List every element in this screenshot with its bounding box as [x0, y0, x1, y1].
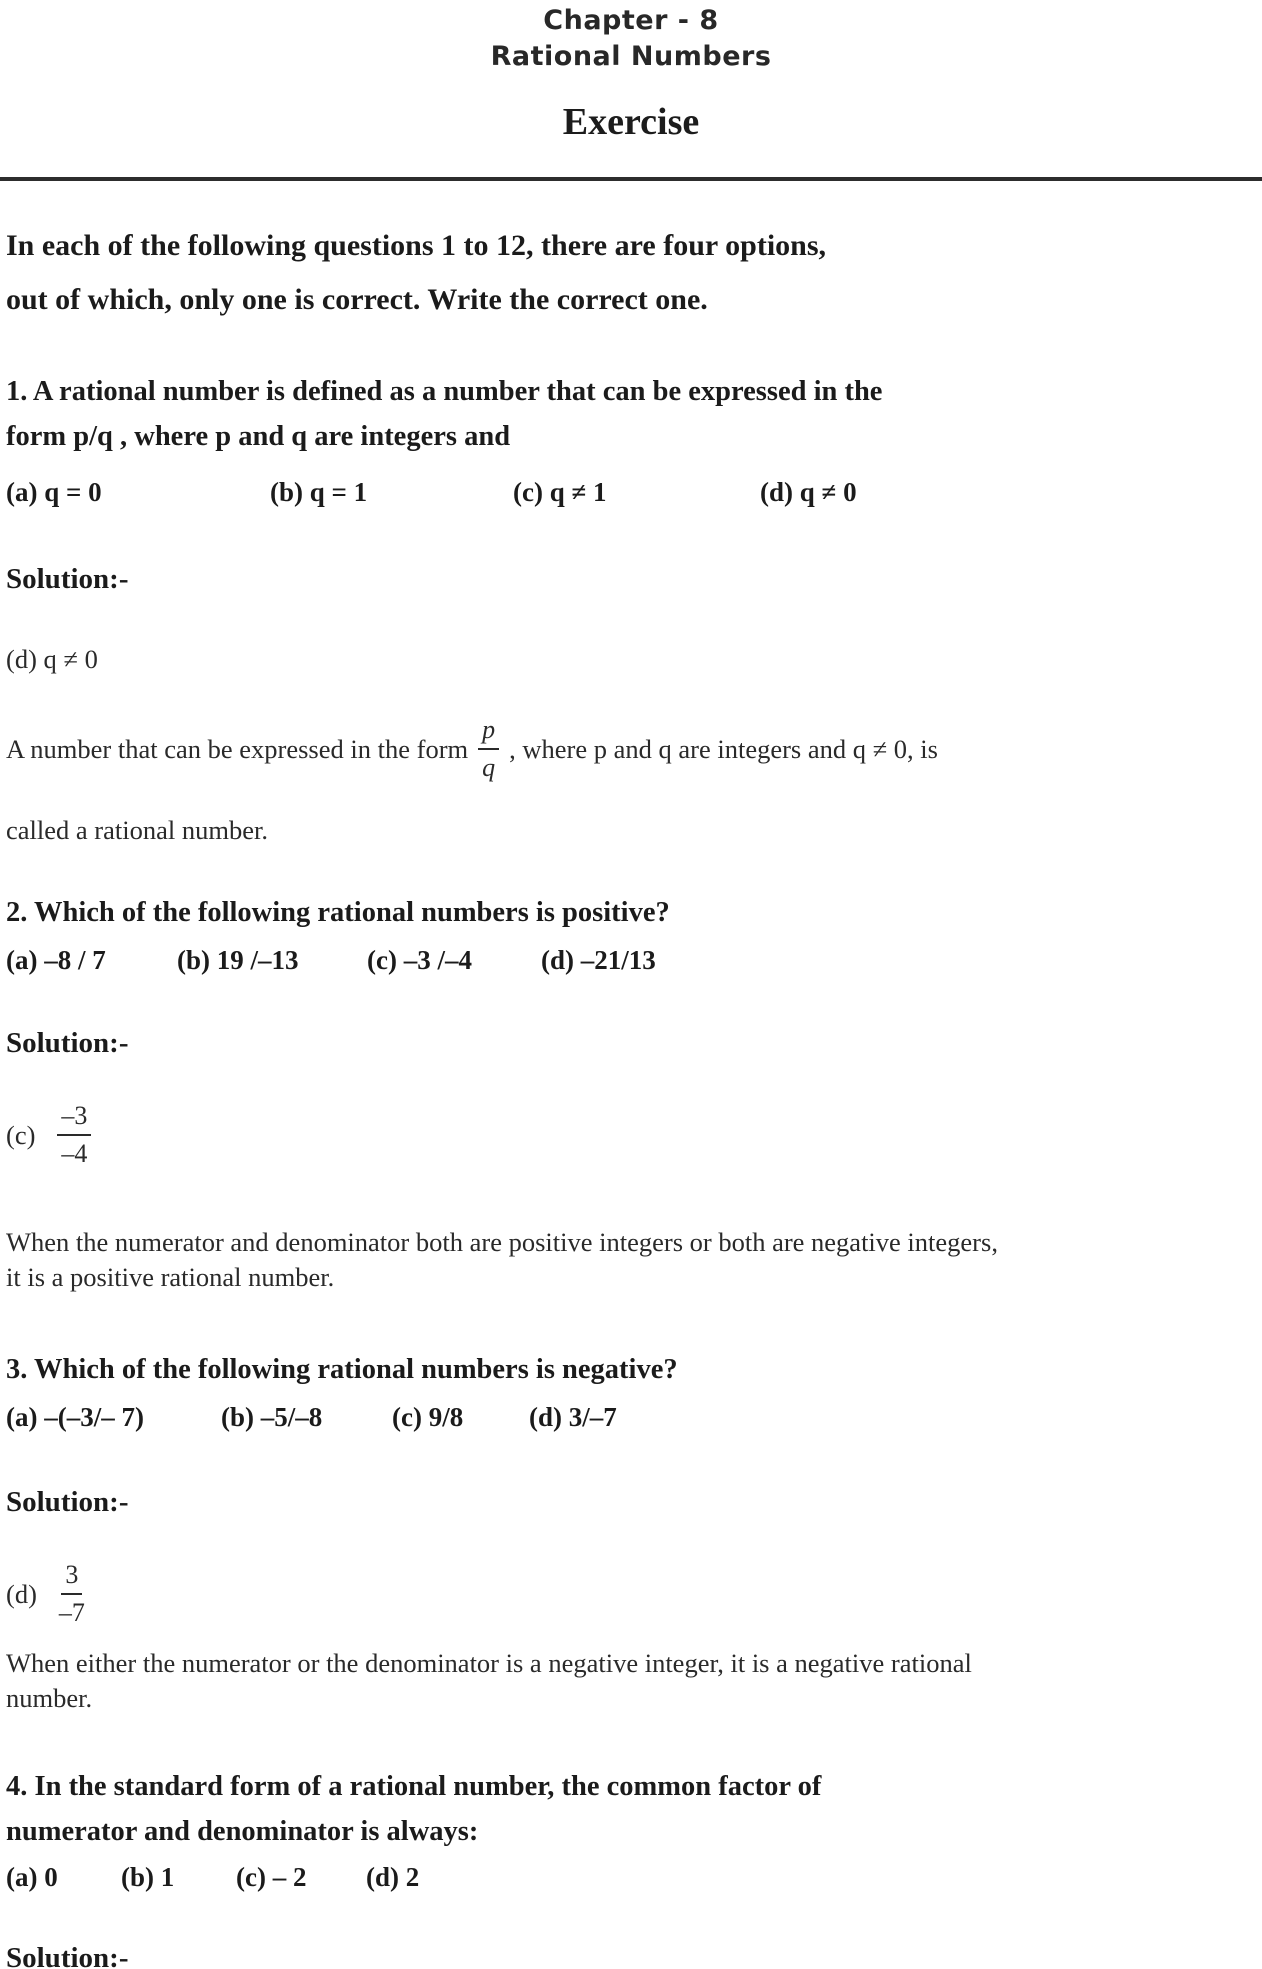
explanation-line-1: When either the numerator or the denominator is a negative integer, it is a negative rational	[6, 1648, 972, 1678]
question-2-option-d: (d) –21/13	[541, 945, 656, 975]
solution-3-explanation	[6, 1646, 1254, 1716]
solution-2-explanation	[6, 1225, 1254, 1295]
explanation-text-after-fraction: , where p and q are integers and q ≠ 0, is	[509, 733, 938, 764]
question-3-option-b: (b) –5/–8	[221, 1402, 323, 1432]
question-2-text: 2. Which of the following rational numbers is positive?	[6, 897, 670, 928]
fraction-3-over-minus7	[59, 1560, 85, 1628]
fraction-denominator: q	[482, 753, 496, 782]
solution-4-label: Solution:-	[6, 1942, 129, 1969]
question-3-option-c: (c) 9/8	[392, 1402, 464, 1432]
chapter-subtitle: Rational Numbers	[490, 41, 772, 72]
intro-line-2: out of which, only one is correct. Write the correct one.	[6, 283, 708, 316]
solution-3-answer	[6, 1560, 1254, 1628]
question-3-option-a: (a) –(–3/– 7)	[6, 1402, 144, 1432]
question-4-line-1: 4. In the standard form of a rational number, the common factor of	[6, 1771, 822, 1802]
fraction-minus3-over-minus4	[57, 1101, 91, 1169]
question-2-option-c: (c) –3 /–4	[367, 945, 472, 975]
question-4-option-c: (c) – 2	[236, 1862, 307, 1892]
answer-letter: (d)	[6, 1578, 37, 1609]
question-2-option-a: (a) –8 / 7	[6, 945, 106, 975]
question-2-option-b: (b) 19 /–13	[177, 945, 299, 975]
solution-1-answer: (d) q ≠ 0	[6, 644, 98, 674]
solution-1-explanation-line-2: called a rational number.	[6, 815, 268, 845]
question-3-text: 3. Which of the following rational numbers is negative?	[6, 1354, 678, 1385]
question-1-line-1: 1. A rational number is defined as a number that can be expressed in the	[6, 376, 883, 407]
fraction-denominator: –7	[58, 1598, 85, 1627]
explanation-line-2: it is a positive rational number.	[6, 1262, 335, 1292]
answer-letter: (c)	[6, 1119, 36, 1150]
question-1-line-2: form p/q , where p and q are integers and	[6, 421, 511, 452]
page-header	[0, 0, 1262, 143]
fraction-p-over-q	[478, 715, 499, 783]
fraction-denominator: –4	[61, 1139, 88, 1168]
question-4-options	[6, 1860, 1254, 1894]
question-3-options	[6, 1400, 1254, 1434]
question-3-option-d: (d) 3/–7	[529, 1402, 617, 1432]
exercise-title: Exercise	[562, 101, 700, 143]
explanation-text-before-fraction: A number that can be expressed in the form	[6, 733, 469, 764]
intro-line-1: In each of the following questions 1 to 12, there are four options,	[6, 229, 827, 262]
explanation-line-1: When the numerator and denominator both are positive integers or both are negative integers,	[6, 1227, 998, 1257]
fraction-numerator: p	[478, 715, 499, 750]
divider-rule	[0, 177, 1262, 181]
solution-2-answer	[6, 1101, 1254, 1169]
question-1-option-d: (d) q ≠ 0	[760, 477, 857, 507]
solution-1-explanation-line-1	[6, 715, 1254, 783]
solution-3-label: Solution:-	[6, 1486, 129, 1518]
solution-1-label: Solution:-	[6, 563, 129, 595]
fraction-numerator: 3	[61, 1560, 82, 1595]
question-4-text	[6, 1764, 1254, 1854]
solution-2-label: Solution:-	[6, 1027, 129, 1059]
question-1-option-c: (c) q ≠ 1	[513, 477, 607, 507]
question-1-text	[6, 369, 1254, 459]
fraction-numerator: –3	[57, 1101, 91, 1136]
question-2-options	[6, 943, 1254, 977]
explanation-line-2: number.	[6, 1683, 93, 1713]
question-1-option-b: (b) q = 1	[270, 477, 368, 507]
chapter-title: Chapter - 8	[543, 5, 719, 36]
question-4-option-d: (d) 2	[366, 1862, 420, 1892]
question-4-line-2: numerator and denominator is always:	[6, 1816, 479, 1847]
question-1-options	[6, 475, 1254, 509]
question-4-option-a: (a) 0	[6, 1862, 58, 1892]
question-4-option-b: (b) 1	[121, 1862, 175, 1892]
intro-paragraph	[6, 219, 1254, 327]
question-1-option-a: (a) q = 0	[6, 477, 102, 507]
page-content	[0, 219, 1262, 1969]
